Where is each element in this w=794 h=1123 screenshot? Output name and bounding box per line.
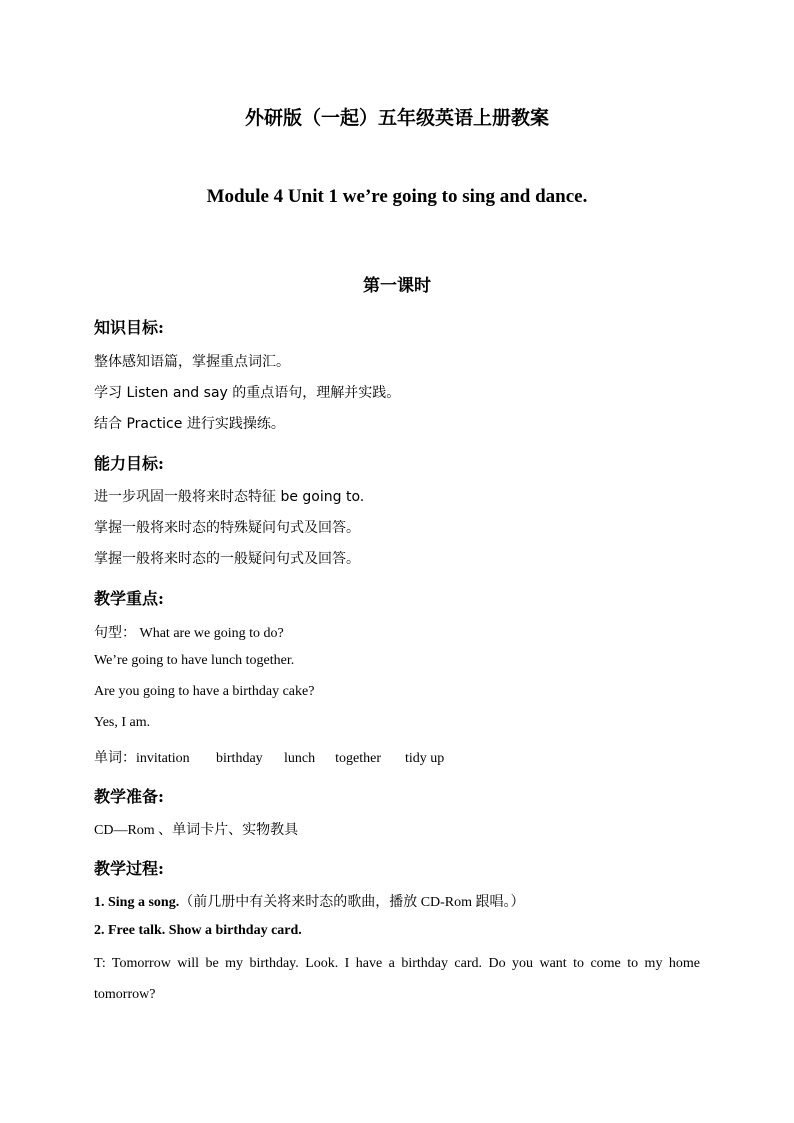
vocab-word: together: [335, 751, 381, 766]
prep-line: CD—Rom 、单词卡片、实物教具: [94, 823, 299, 838]
focus-line-4: Yes, I am.: [94, 715, 151, 730]
focus-heading: 教学重点:: [94, 589, 164, 608]
dialogue-paragraph: T: Tomorrow will be my birthday. Look. I have a birthday card. Do you want to come to my home tomorrow?: [94, 956, 700, 1002]
lesson-title: 第一课时: [363, 276, 431, 296]
process-heading: 教学过程:: [94, 859, 164, 878]
knowledge-line-1: 整体感知语篇，掌握重点词汇。: [94, 354, 290, 370]
ability-line-1: 进一步巩固一般将来时态特征 be going to.: [94, 489, 365, 505]
focus-line-3: Are you going to have a birthday cake?: [94, 684, 315, 699]
ability-line-2: 掌握一般将来时态的特殊疑问句式及回答。: [94, 520, 360, 536]
ability-line-3: 掌握一般将来时态的一般疑问句式及回答。: [94, 551, 360, 567]
vocab-word: tidy up: [404, 751, 445, 766]
vocab-word: lunch: [284, 751, 316, 766]
knowledge-line-3: 结合 Practice 进行实践操练。: [94, 416, 285, 432]
focus-line-2: We’re going to have lunch together.: [94, 653, 295, 668]
focus-line-1: 句型： What are we going to do?: [94, 626, 284, 641]
vocab-word: birthday: [216, 751, 263, 766]
vocab-word: invitation: [136, 751, 190, 766]
step-1-label: 1. Sing a song.: [94, 895, 180, 910]
knowledge-line-2: 学习 Listen and say 的重点语句，理解并实践。: [94, 385, 401, 401]
vocab-label: 单词：: [94, 751, 136, 766]
knowledge-heading: 知识目标:: [94, 318, 164, 337]
document-title: 外研版（一起）五年级英语上册教案: [244, 107, 549, 129]
prep-heading: 教学准备:: [94, 787, 164, 806]
step-1-text: （前几册中有关将来时态的歌曲，播放 CD-Rom 跟唱。）: [179, 895, 525, 910]
process-step-1: [94, 891, 525, 911]
vocab-line: [94, 747, 444, 767]
process-step-2: 2. Free talk. Show a birthday card.: [94, 923, 302, 938]
ability-heading: 能力目标:: [94, 454, 164, 473]
module-title: Module 4 Unit 1 we’re going to sing and dance.: [206, 186, 588, 207]
